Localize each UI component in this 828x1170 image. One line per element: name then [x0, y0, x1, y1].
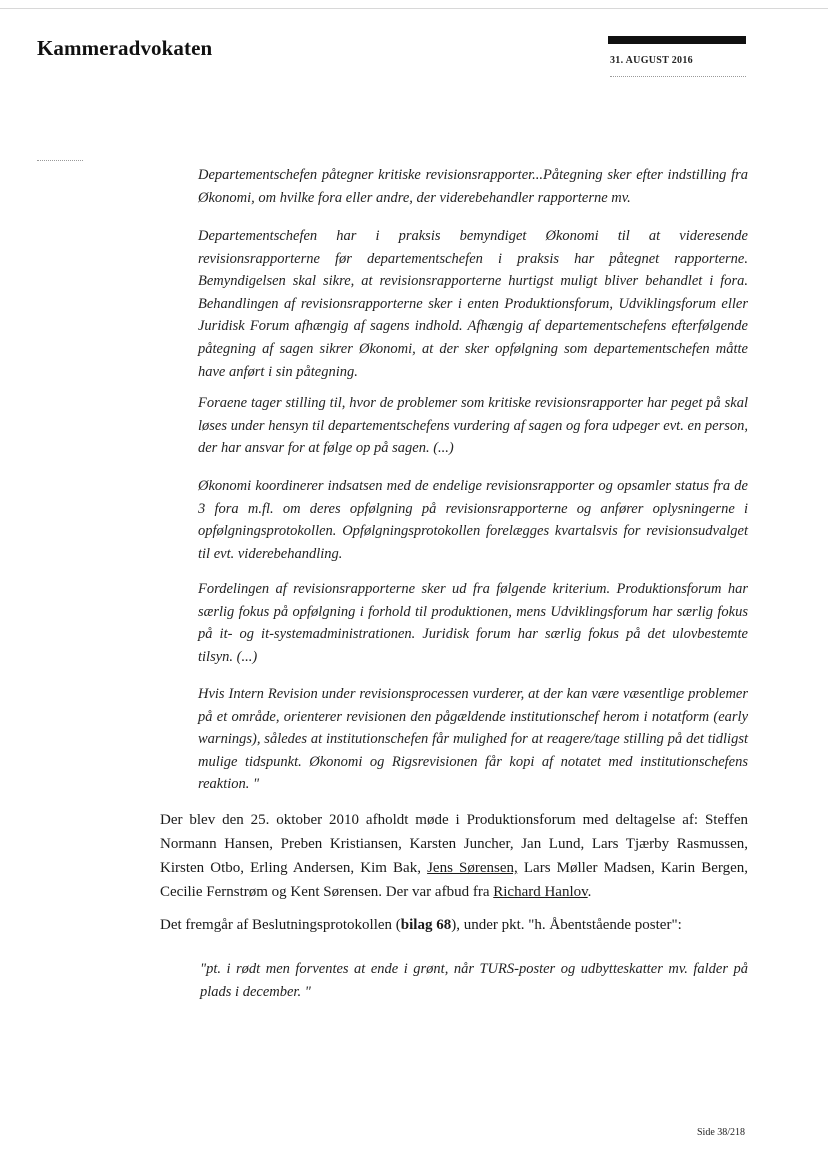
bilag-text-2: ), under pkt. "h. Åbentstående poster": [451, 917, 682, 933]
brand-logo-text: Kammeradvokaten [37, 36, 213, 60]
quote-paragraph-2: Departementschefen har i praksis bemyndiget Økonomi til at videresende revisionsrapporterne før departementschefen i praksis har påtegnet rapporterne. Bemyndigelsen skal sikre, at revisionsrapporterne hurtigst muligt bliver behandlet i fora. Behandlingen af revisionsrapporterne sker i enten Produktionsforum, Udviklingsforum eller Juridisk Forum afhængig af sagens indhold. Afhængig af departementschefens efterfølgende påtegning af sagen sikrer Økonomi, at der sker opfølgning som departementschefen måtte have anført i sin påtegning. [198, 228, 748, 380]
margin-dotted-rule [37, 160, 83, 161]
absentee-richard-hanlov: Richard Hanlov [493, 884, 588, 900]
quote-paragraph-4: Økonomi koordinerer indsatsen med de endelige revisionsrapporter og opsamler status fra de 3 fora m.fl. om deres opfølgning på revisionsrapporterne og anfører oplysningerne i opfølgningsprotokollen. Opfølgningsprotokollen forelægges kvartalsvis for revisionsudvalget til evt. viderebehandling. [198, 478, 748, 562]
top-border-line [0, 8, 828, 9]
meeting-text-1: Der blev den 25. oktober 2010 afholdt møde i Produktionsforum med deltagelse af: Steffen Normann Hansen, Preben Kristiansen, Karsten Juncher, Jan Lund, Lars Tjærby Rasmussen, Kirsten Otbo, Erling Andersen, Kim Bak, [160, 812, 748, 876]
bilag-paragraph [160, 913, 748, 937]
quote-paragraph-3: Foraene tager stilling til, hvor de problemer som kritiske revisionsrapporter har peget på skal løses under hensyn til departementschefens vurdering af sagen og fora udpeger evt. en person, der har ansvar for at følge op på sagen. (...) [198, 395, 748, 457]
header-date-bar [608, 36, 746, 44]
page-number: Side 38/218 [697, 1127, 746, 1138]
quote-paragraph-5: Fordelingen af revisionsrapporterne sker ud fra følgende kriterium. Produktionsforum har særlig fokus på opfølgning i forhold til produktionen, mens Udviklingsforum har særlig fokus på it- og it-systemadministrationen. Juridisk forum har særlig fokus på det ulovbestemte tilsyn. (...) [198, 581, 748, 665]
quote-paragraph-6: Hvis Intern Revision under revisionsprocessen vurderer, at der kan være væsentlige problemer på et område, orienterer revisionen den pågældende institutionschef herom i notatform (early warnings), således at institutionschefen får mulighed for at reagere/tage stilling på det tidligst mulige tidspunkt. Økonomi og Rigsrevisionen får kopi af notatet med institutionschefens reaktion. " [198, 686, 748, 793]
meeting-text-3: . [587, 884, 592, 900]
participant-jens-sorensen: Jens Sørensen, [427, 860, 518, 876]
bilag-text-1: Det fremgår af Beslutningsprotokollen ( [160, 917, 401, 933]
header-date: 31. AUGUST 2016 [610, 55, 693, 66]
header-dotted-rule [610, 76, 746, 77]
meeting-paragraph [160, 808, 748, 904]
quote-paragraph-1: Departementschefen påtegner kritiske revisionsrapporter...Påtegning sker efter indstilling fra Økonomi, om hvilke fora eller andre, der viderebehandler rapporterne mv. [198, 167, 748, 206]
bilag-reference: bilag 68 [400, 917, 452, 933]
final-quote: "pt. i rødt men forventes at ende i grønt, når TURS-poster og udbytteskatter mv. falder på plads i december. " [200, 961, 748, 1000]
meeting-text-2: Lars Møller Madsen, Karin Bergen, Cecilie Fernstrøm og Kent Sørensen. Der var afbud fra [160, 860, 748, 900]
